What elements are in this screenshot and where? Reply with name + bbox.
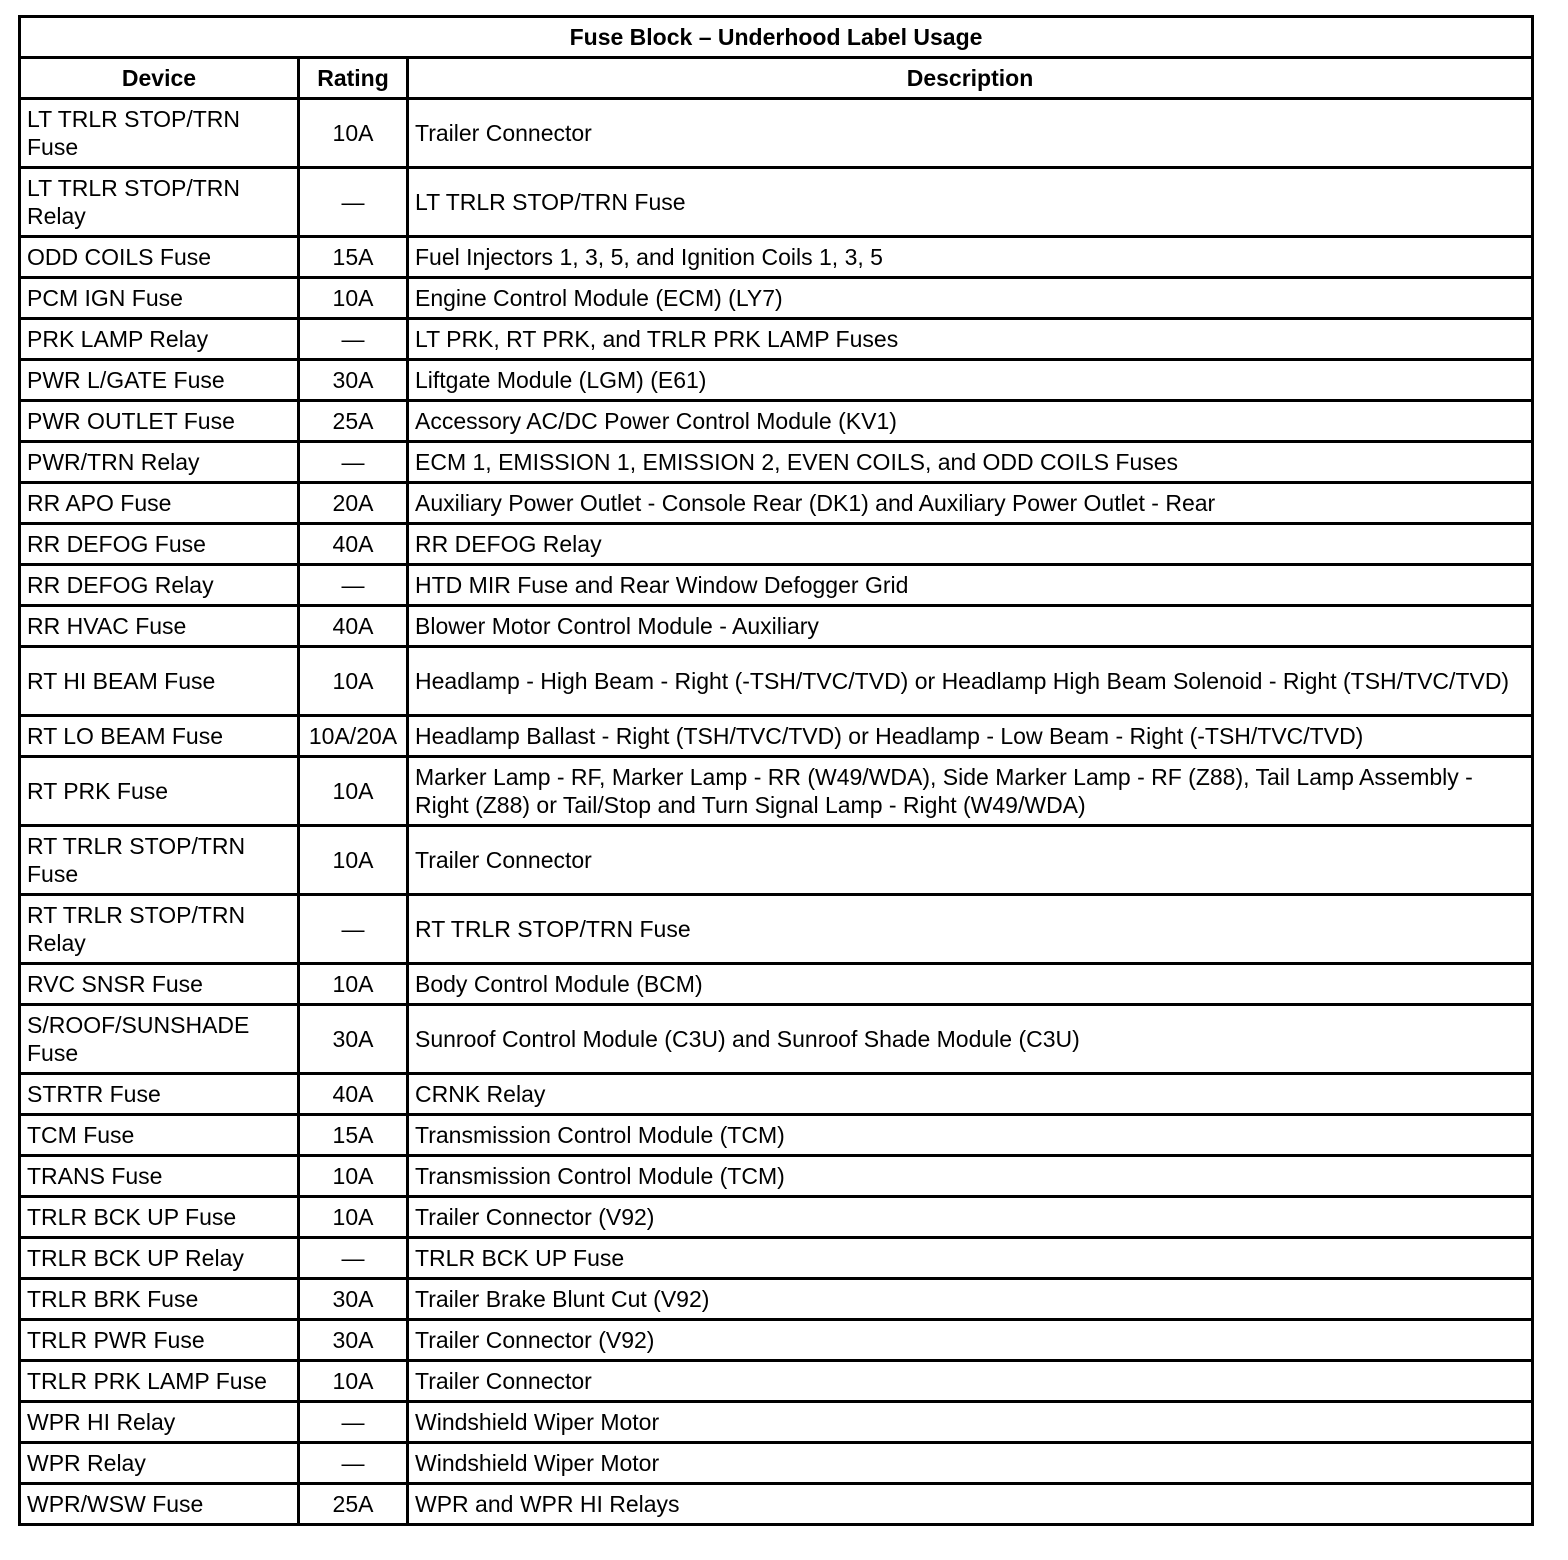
table-row [20, 895, 1533, 964]
cell-device: ODD COILS Fuse [20, 237, 299, 278]
cell-rating: — [299, 168, 408, 237]
cell-description: Headlamp Ballast - Right (TSH/TVC/TVD) or Headlamp - Low Beam - Right (-TSH/TVC/TVD) [408, 716, 1533, 757]
table-row [20, 442, 1533, 483]
table-row [20, 716, 1533, 757]
table-row [20, 1074, 1533, 1115]
cell-rating: 10A/20A [299, 716, 408, 757]
cell-rating: 25A [299, 1484, 408, 1525]
table-row [20, 168, 1533, 237]
cell-device: TRLR PRK LAMP Fuse [20, 1361, 299, 1402]
table-row [20, 606, 1533, 647]
cell-description: Headlamp - High Beam - Right (-TSH/TVC/TVD) or Headlamp High Beam Solenoid - Right (TSH/TVC/TVD) [408, 647, 1533, 716]
cell-rating: — [299, 565, 408, 606]
table-row [20, 1238, 1533, 1279]
cell-description: LT TRLR STOP/TRN Fuse [408, 168, 1533, 237]
cell-rating: 10A [299, 647, 408, 716]
cell-description: Transmission Control Module (TCM) [408, 1156, 1533, 1197]
cell-rating: 10A [299, 1156, 408, 1197]
title-row [20, 17, 1533, 58]
cell-device: TRLR BRK Fuse [20, 1279, 299, 1320]
table-row [20, 237, 1533, 278]
cell-device: RR DEFOG Relay [20, 565, 299, 606]
cell-device: RR HVAC Fuse [20, 606, 299, 647]
cell-device: PWR L/GATE Fuse [20, 360, 299, 401]
cell-device: PCM IGN Fuse [20, 278, 299, 319]
cell-description: WPR and WPR HI Relays [408, 1484, 1533, 1525]
table-row [20, 565, 1533, 606]
cell-description: Blower Motor Control Module - Auxiliary [408, 606, 1533, 647]
cell-rating: 40A [299, 524, 408, 565]
cell-rating: 10A [299, 1197, 408, 1238]
table-row [20, 1361, 1533, 1402]
cell-device: TRLR PWR Fuse [20, 1320, 299, 1361]
cell-rating: 15A [299, 1115, 408, 1156]
cell-device: S/ROOF/SUNSHADE Fuse [20, 1005, 299, 1074]
table-row [20, 401, 1533, 442]
cell-device: RT TRLR STOP/TRN Fuse [20, 826, 299, 895]
table-row [20, 1156, 1533, 1197]
cell-rating: 10A [299, 99, 408, 168]
cell-description: RT TRLR STOP/TRN Fuse [408, 895, 1533, 964]
cell-device: TRLR BCK UP Relay [20, 1238, 299, 1279]
table-row [20, 483, 1533, 524]
cell-rating: — [299, 1443, 408, 1484]
cell-rating: — [299, 1402, 408, 1443]
cell-device: TCM Fuse [20, 1115, 299, 1156]
cell-description: Trailer Brake Blunt Cut (V92) [408, 1279, 1533, 1320]
column-header-rating: Rating [299, 58, 408, 99]
table-row [20, 964, 1533, 1005]
table-row [20, 1005, 1533, 1074]
fuse-table [18, 15, 1534, 1526]
cell-rating: 10A [299, 826, 408, 895]
cell-description: Accessory AC/DC Power Control Module (KV1) [408, 401, 1533, 442]
table-row [20, 1197, 1533, 1238]
cell-device: LT TRLR STOP/TRN Relay [20, 168, 299, 237]
cell-device: RR APO Fuse [20, 483, 299, 524]
cell-rating: 10A [299, 964, 408, 1005]
table-row [20, 1443, 1533, 1484]
cell-description: TRLR BCK UP Fuse [408, 1238, 1533, 1279]
cell-description: ECM 1, EMISSION 1, EMISSION 2, EVEN COILS, and ODD COILS Fuses [408, 442, 1533, 483]
cell-rating: 30A [299, 360, 408, 401]
table-row [20, 319, 1533, 360]
table-title: Fuse Block – Underhood Label Usage [20, 17, 1533, 58]
table-row [20, 524, 1533, 565]
cell-rating: — [299, 1238, 408, 1279]
cell-device: TRLR BCK UP Fuse [20, 1197, 299, 1238]
table-row [20, 826, 1533, 895]
table-row [20, 757, 1533, 826]
cell-device: LT TRLR STOP/TRN Fuse [20, 99, 299, 168]
cell-rating: 15A [299, 237, 408, 278]
table-row [20, 647, 1533, 716]
cell-device: RT PRK Fuse [20, 757, 299, 826]
cell-rating: 30A [299, 1279, 408, 1320]
cell-description: HTD MIR Fuse and Rear Window Defogger Grid [408, 565, 1533, 606]
cell-device: STRTR Fuse [20, 1074, 299, 1115]
cell-description: Marker Lamp - RF, Marker Lamp - RR (W49/WDA), Side Marker Lamp - RF (Z88), Tail Lamp Assembly - Right (Z88) or Tail/Stop and Turn Signal Lamp - Right (W49/WDA) [408, 757, 1533, 826]
cell-description: Auxiliary Power Outlet - Console Rear (DK1) and Auxiliary Power Outlet - Rear [408, 483, 1533, 524]
cell-description: Fuel Injectors 1, 3, 5, and Ignition Coils 1, 3, 5 [408, 237, 1533, 278]
cell-description: RR DEFOG Relay [408, 524, 1533, 565]
cell-device: WPR/WSW Fuse [20, 1484, 299, 1525]
cell-device: RT HI BEAM Fuse [20, 647, 299, 716]
cell-device: PWR/TRN Relay [20, 442, 299, 483]
cell-device: TRANS Fuse [20, 1156, 299, 1197]
cell-description: Trailer Connector [408, 826, 1533, 895]
table-row [20, 1115, 1533, 1156]
table-row [20, 278, 1533, 319]
cell-description: Body Control Module (BCM) [408, 964, 1533, 1005]
cell-description: Trailer Connector (V92) [408, 1197, 1533, 1238]
table-row [20, 1484, 1533, 1525]
cell-rating: 40A [299, 606, 408, 647]
cell-description: Trailer Connector (V92) [408, 1320, 1533, 1361]
cell-rating: 30A [299, 1005, 408, 1074]
cell-device: RR DEFOG Fuse [20, 524, 299, 565]
cell-description: Trailer Connector [408, 1361, 1533, 1402]
cell-device: RT LO BEAM Fuse [20, 716, 299, 757]
table-row [20, 99, 1533, 168]
cell-rating: — [299, 442, 408, 483]
cell-rating: 25A [299, 401, 408, 442]
cell-rating: 10A [299, 1361, 408, 1402]
cell-device: PRK LAMP Relay [20, 319, 299, 360]
cell-description: Engine Control Module (ECM) (LY7) [408, 278, 1533, 319]
cell-description: Windshield Wiper Motor [408, 1402, 1533, 1443]
cell-description: LT PRK, RT PRK, and TRLR PRK LAMP Fuses [408, 319, 1533, 360]
header-row [20, 58, 1533, 99]
cell-description: CRNK Relay [408, 1074, 1533, 1115]
cell-device: RT TRLR STOP/TRN Relay [20, 895, 299, 964]
table-row [20, 360, 1533, 401]
cell-description: Transmission Control Module (TCM) [408, 1115, 1533, 1156]
cell-device: WPR HI Relay [20, 1402, 299, 1443]
cell-device: WPR Relay [20, 1443, 299, 1484]
cell-rating: 10A [299, 757, 408, 826]
column-header-description: Description [408, 58, 1533, 99]
cell-rating: — [299, 895, 408, 964]
column-header-device: Device [20, 58, 299, 99]
cell-rating: — [299, 319, 408, 360]
cell-device: PWR OUTLET Fuse [20, 401, 299, 442]
cell-rating: 30A [299, 1320, 408, 1361]
cell-description: Sunroof Control Module (C3U) and Sunroof Shade Module (C3U) [408, 1005, 1533, 1074]
cell-description: Trailer Connector [408, 99, 1533, 168]
table-row [20, 1279, 1533, 1320]
cell-device: RVC SNSR Fuse [20, 964, 299, 1005]
cell-description: Windshield Wiper Motor [408, 1443, 1533, 1484]
cell-rating: 20A [299, 483, 408, 524]
cell-rating: 40A [299, 1074, 408, 1115]
cell-description: Liftgate Module (LGM) (E61) [408, 360, 1533, 401]
cell-rating: 10A [299, 278, 408, 319]
table-row [20, 1402, 1533, 1443]
table-row [20, 1320, 1533, 1361]
